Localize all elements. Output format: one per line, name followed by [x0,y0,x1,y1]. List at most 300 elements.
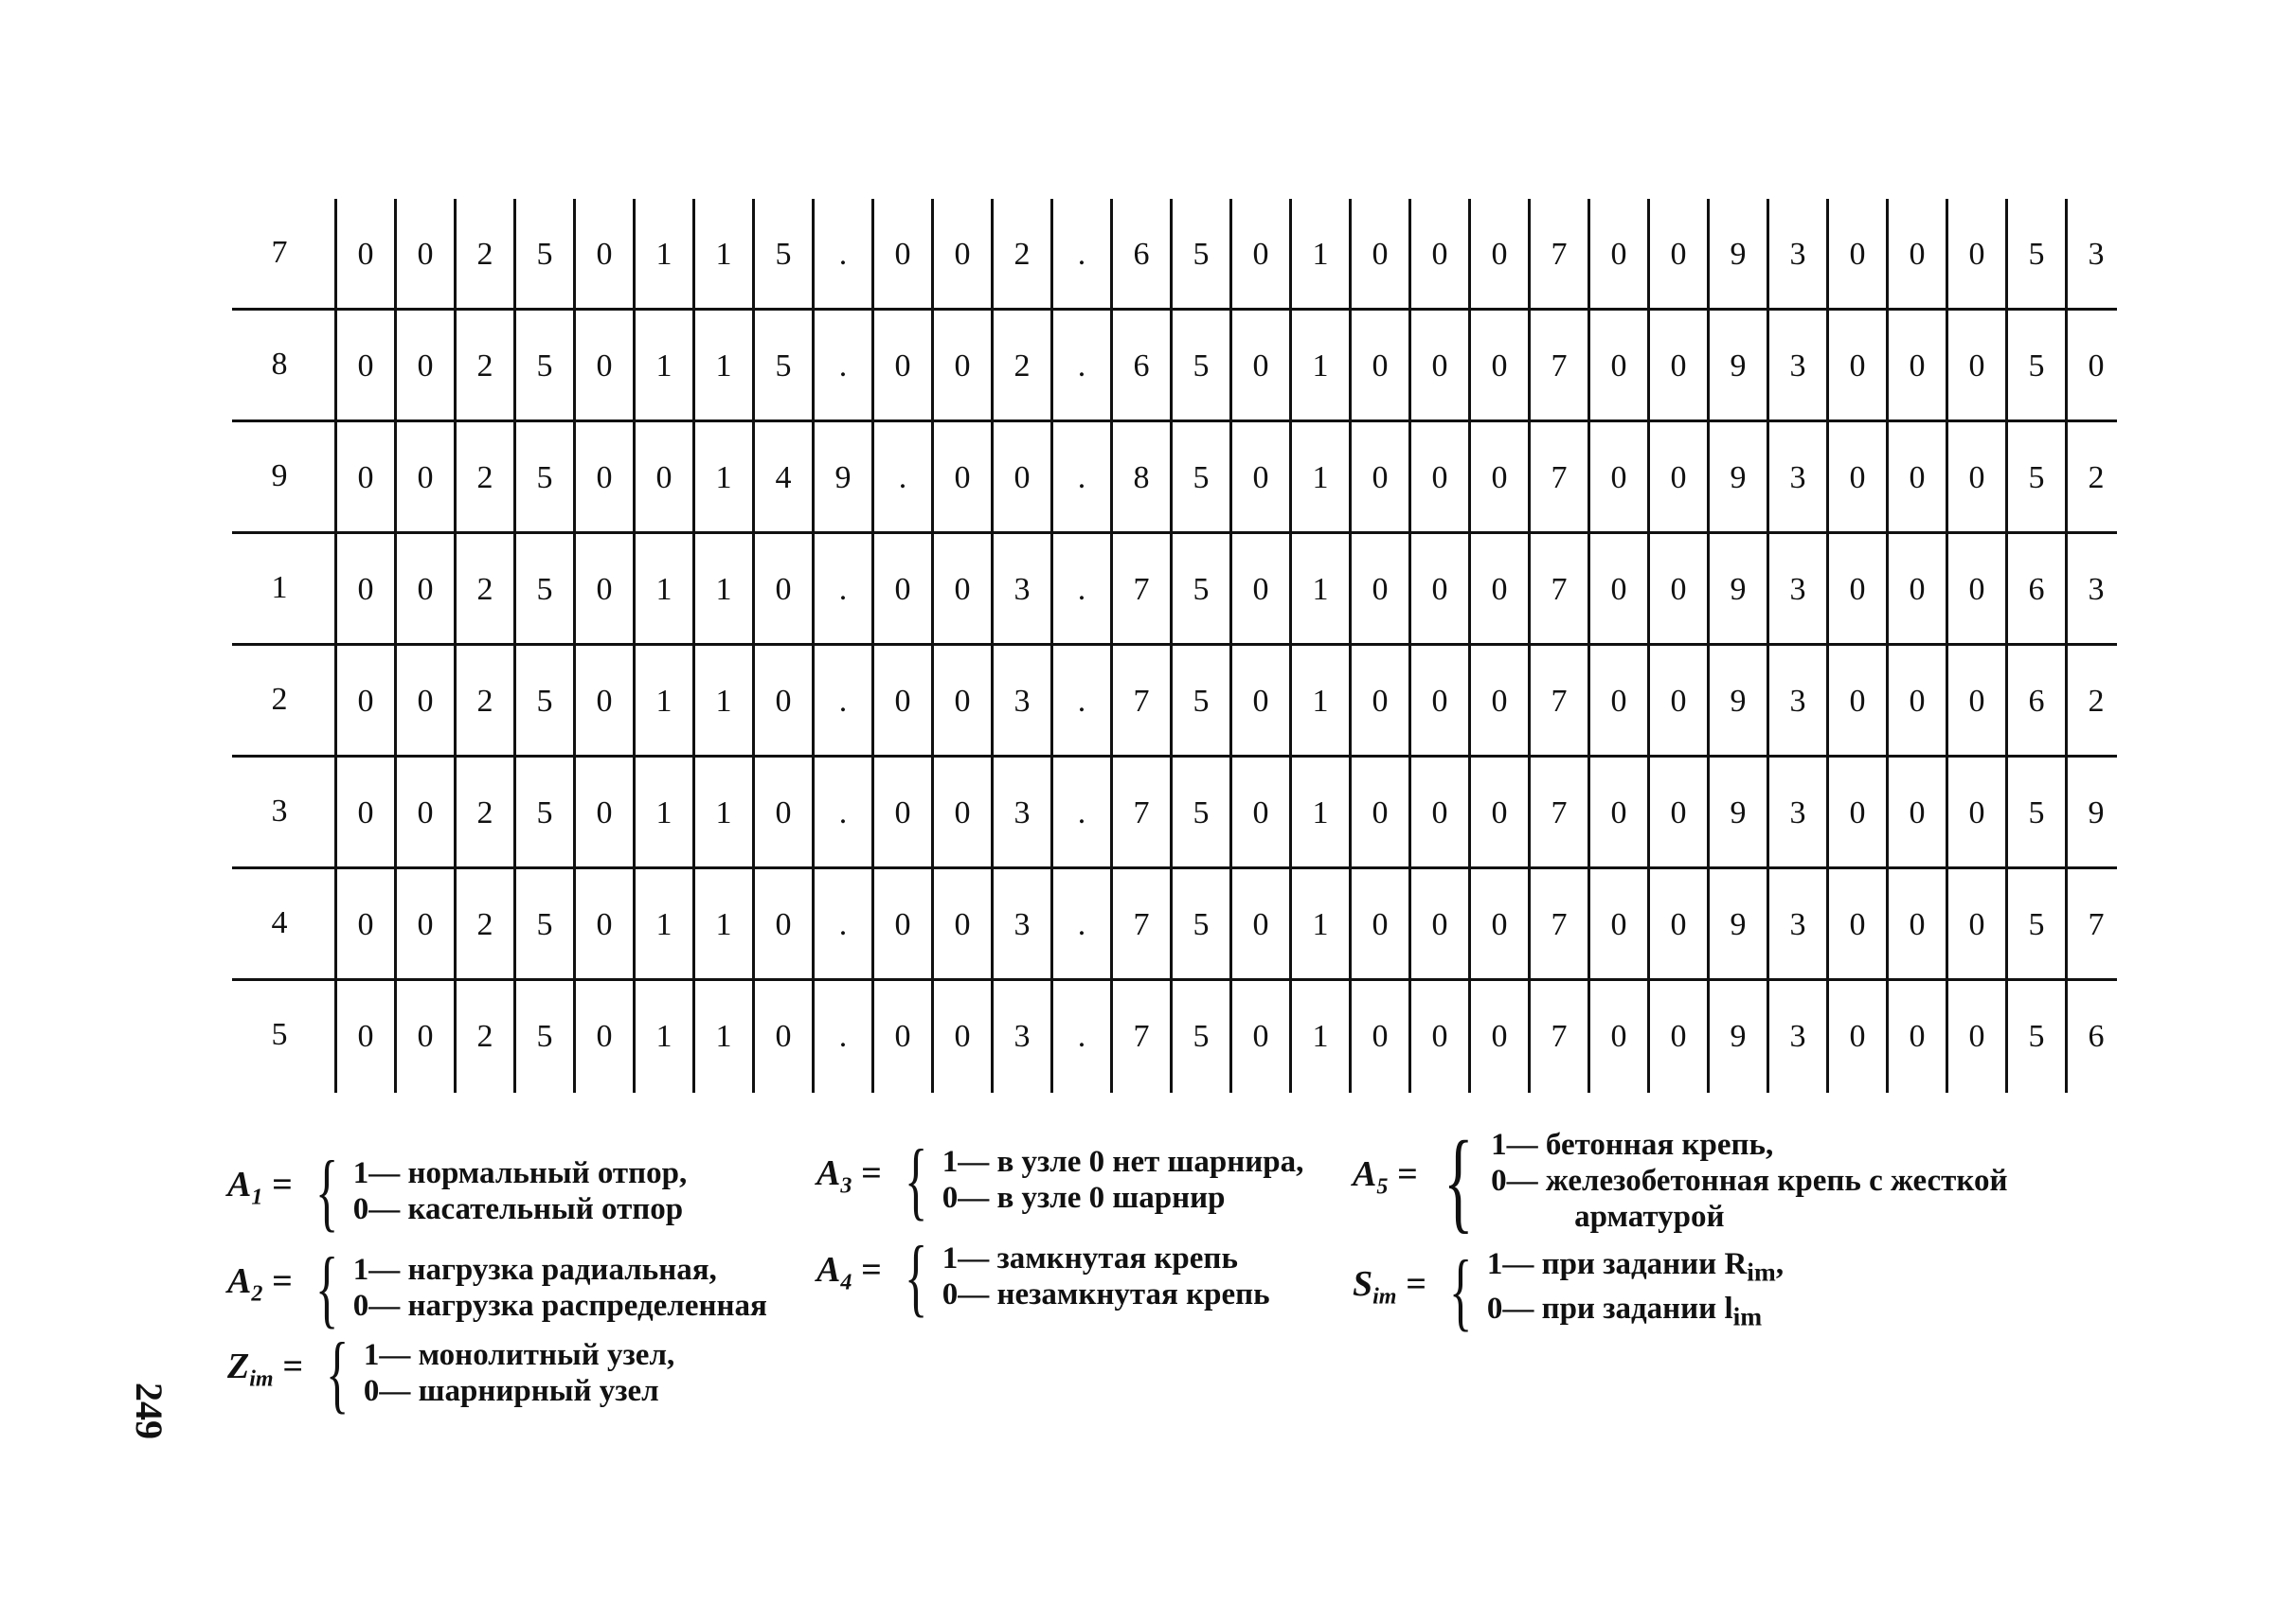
table-cell: 1 [692,311,752,422]
table-cell: 0 [1886,534,1946,646]
table-row [232,869,2117,981]
legend-a5 [1353,1117,2008,1243]
table-cell: 3 [991,646,1050,758]
table-cell: 3 [991,534,1050,646]
table-cell: 1 [1289,646,1349,758]
table-row [232,758,2117,869]
legend-option-0: 0— нагрузка распределенная [352,1289,767,1323]
table-cell: 2 [454,646,513,758]
legend-option-1: 1— замкнутая крепь [942,1241,1238,1276]
table-cell: 1 [633,199,692,311]
table-cell: 0 [1826,646,1886,758]
table-cell: 3 [1767,981,1826,1093]
table-cell: 0 [334,311,394,422]
table-cell: 0 [334,869,394,981]
table-cell: 5 [513,646,573,758]
table-cell: 5 [1170,311,1229,422]
table-cell: 0 [394,758,454,869]
table-cell: 0 [1468,758,1528,869]
row-label: 8 [271,347,288,382]
row-label: 5 [271,1017,288,1052]
table-cell: 0 [1647,422,1707,534]
table-cell: 0 [871,646,931,758]
table-cell: 1 [1289,534,1349,646]
table-cell: 1 [1289,199,1349,311]
legend-a4 [816,1228,1270,1325]
table-cell: 0 [1229,981,1289,1093]
table-cell: 3 [1767,199,1826,311]
legend-sim [1353,1241,1785,1339]
brace-icon: { [314,1240,338,1336]
table-cell: 0 [1886,758,1946,869]
table-cell: 1 [692,758,752,869]
table-cell: 7 [1528,758,1587,869]
table-cell: 2 [454,311,513,422]
table-cell: 0 [1647,199,1707,311]
table-cell: 0 [1587,646,1647,758]
table-cell: 5 [513,199,573,311]
table-cell: 5 [752,311,812,422]
table-cell: 0 [1946,199,2005,311]
table-cell: 0 [931,199,991,311]
table-cell: 5 [513,311,573,422]
table-cell: 0 [1946,422,2005,534]
table-cell: 7 [1528,422,1587,534]
table-cell: 2 [454,869,513,981]
table-cell: 0 [931,981,991,1093]
table-cell: 0 [931,869,991,981]
table-cell: 1 [692,981,752,1093]
table-cell: 0 [991,422,1050,534]
row-cells [334,758,2125,869]
table-cell: 0 [871,869,931,981]
table-cell: 0 [1468,311,1528,422]
table-cell: 0 [871,758,931,869]
table-cell: 0 [1647,869,1707,981]
table-cell: 0 [1647,534,1707,646]
table-cell: 1 [692,869,752,981]
brace-icon: { [1443,1117,1474,1243]
table-cell: 7 [1110,758,1170,869]
table-cell: 0 [1468,869,1528,981]
legend-symbol: $A_1$ = [227,1165,293,1210]
legend-option-1: 1— при задании $R_{im}$, [1486,1247,1785,1287]
table-cell: 0 [1408,981,1468,1093]
table-cell: 7 [1110,869,1170,981]
table-cell: 5 [2005,981,2065,1093]
table-cell: 0 [1408,758,1468,869]
table-cell: . [1050,311,1110,422]
table-cell: 1 [692,422,752,534]
table-cell: 1 [633,311,692,422]
row-label: 9 [271,458,288,493]
table-cell: 0 [394,869,454,981]
table-cell: 0 [1349,758,1408,869]
table-cell: . [812,534,871,646]
table-cell: 5 [752,199,812,311]
table-cell: 0 [1946,981,2005,1093]
table-cell: 0 [752,534,812,646]
table-cell: 3 [1767,311,1826,422]
table-cell: 0 [1408,199,1468,311]
table-cell: 9 [1707,534,1767,646]
table-cell: 0 [1349,646,1408,758]
table-cell: . [812,869,871,981]
table-cell: 2 [991,199,1050,311]
table-cell: 0 [394,981,454,1093]
table-cell: 5 [1170,869,1229,981]
table-cell: 0 [573,981,633,1093]
table-cell: 5 [2005,311,2065,422]
table-cell: 0 [871,199,931,311]
table-cell: 0 [1886,981,1946,1093]
table-cell: 1 [692,534,752,646]
table-cell: 0 [1587,758,1647,869]
table-cell: 1 [633,534,692,646]
table-cell: 0 [1349,422,1408,534]
table-cell: 0 [1826,534,1886,646]
table-cell: 9 [1707,758,1767,869]
table-cell: 0 [633,422,692,534]
table-cell: 0 [1946,869,2005,981]
table-cell: 5 [1170,981,1229,1093]
table-cell: 1 [633,646,692,758]
table-cell: 8 [1110,422,1170,534]
table-row [232,646,2117,758]
brace-icon: { [314,1143,338,1240]
table-cell: 0 [931,422,991,534]
table-cell: 6 [1110,199,1170,311]
legend-option-0: 0— незамкнутая крепь [942,1277,1270,1312]
table-cell: . [1050,534,1110,646]
table-cell: 3 [1767,758,1826,869]
brace-icon: { [325,1325,349,1421]
table-cell: 1 [692,646,752,758]
table-cell: 9 [1707,646,1767,758]
row-label: 7 [271,235,288,270]
row-label: 2 [271,682,288,717]
table-cell: 1 [1289,869,1349,981]
table-cell: 0 [573,199,633,311]
table-cell: 0 [1229,422,1289,534]
brace-icon: { [904,1228,927,1325]
table-cell: . [812,311,871,422]
page-number: 249 [128,1383,170,1439]
table-cell: 0 [871,534,931,646]
table-cell: 0 [1349,869,1408,981]
table-cell: 0 [1886,422,1946,534]
table-cell: 5 [1170,646,1229,758]
table-cell: 5 [1170,422,1229,534]
table-cell: 0 [1587,199,1647,311]
table-cell: 3 [991,869,1050,981]
table-cell: 0 [1647,311,1707,422]
table-cell: 5 [513,981,573,1093]
table-cell: . [1050,869,1110,981]
table-cell: 0 [752,869,812,981]
table-cell: 0 [1408,422,1468,534]
table-cell: 0 [2065,311,2125,422]
table-cell: 5 [2005,758,2065,869]
legend-symbol: $A_5$ = [1353,1154,1418,1200]
table-cell: 0 [573,534,633,646]
table-cell: 0 [871,311,931,422]
table-cell: 0 [394,422,454,534]
legend-option-0: 0— в узле 0 шарнир [942,1181,1226,1215]
table-cell: 0 [1886,199,1946,311]
table-cell: 0 [334,758,394,869]
table-cell: 9 [1707,869,1767,981]
table-cell: 0 [1826,311,1886,422]
table-cell: 5 [513,422,573,534]
legend-a3 [816,1132,1304,1228]
table-cell: 6 [2005,646,2065,758]
table-cell: 7 [1528,199,1587,311]
table-cell: 5 [1170,534,1229,646]
table-cell: 0 [871,981,931,1093]
table-cell: 0 [334,199,394,311]
table-cell: . [1050,646,1110,758]
table-cell: 3 [1767,869,1826,981]
legend-option-0: 0— касательный отпор [352,1192,684,1226]
table-cell: 0 [1229,646,1289,758]
table-cell: . [1050,758,1110,869]
table-cell: . [812,981,871,1093]
row-cells [334,422,2125,534]
table-cell: 0 [1229,311,1289,422]
table-cell: 7 [1528,311,1587,422]
table-cell: 0 [1349,311,1408,422]
table-cell: 0 [334,534,394,646]
table-row [232,311,2117,422]
table-cell: 3 [1767,422,1826,534]
table-cell: 7 [1528,869,1587,981]
table-cell: 5 [513,534,573,646]
table-cell: 0 [1946,311,2005,422]
table-cell: 0 [931,311,991,422]
table-cell: 7 [2065,869,2125,981]
table-cell: 0 [1826,199,1886,311]
table-cell: 0 [573,311,633,422]
table-cell: 0 [1946,758,2005,869]
table-cell: 1 [633,981,692,1093]
table-cell: 1 [692,199,752,311]
table-cell: 2 [991,311,1050,422]
table-cell: 0 [1826,869,1886,981]
table-cell: 0 [1229,869,1289,981]
legend-option-1: 1— нагрузка радиальная, [352,1253,717,1287]
legend-option-0: 0— при задании $l_{im}$ [1486,1291,1763,1331]
table-cell: 0 [1408,311,1468,422]
table-cell: 0 [1468,534,1528,646]
table-cell: 0 [1587,981,1647,1093]
table-cell: 2 [454,199,513,311]
table-cell: 0 [573,758,633,869]
legend-a2 [227,1240,767,1336]
legend-option-1: 1— в узле 0 нет шарнира, [942,1145,1304,1179]
table-cell: . [812,199,871,311]
table-cell: 9 [1707,199,1767,311]
table-cell: 6 [2005,534,2065,646]
row-label: 4 [271,905,288,940]
table-cell: 0 [1408,534,1468,646]
table-cell: 0 [1587,534,1647,646]
table-row [232,981,2117,1093]
table-cell: 2 [454,534,513,646]
table-cell: 0 [752,646,812,758]
table-cell: 0 [1886,869,1946,981]
table-cell: 5 [2005,869,2065,981]
table-cell: 0 [1468,981,1528,1093]
table-cell: 0 [1229,758,1289,869]
table-cell: 0 [1587,311,1647,422]
table-row [232,534,2117,646]
legend-zim [227,1325,675,1421]
table-cell: 2 [2065,646,2125,758]
table-cell: 0 [1647,758,1707,869]
legend-symbol: $A_2$ = [227,1261,293,1307]
table-cell: 0 [334,981,394,1093]
table-cell: 0 [573,422,633,534]
table-row [232,422,2117,534]
table-cell: 3 [2065,199,2125,311]
table-cell: 0 [752,981,812,1093]
legend-option-1: 1— бетонная крепь, [1491,1128,1774,1162]
table-cell: 0 [1587,869,1647,981]
table-cell: 3 [1767,534,1826,646]
table-cell: 2 [2065,422,2125,534]
table-cell: 1 [1289,758,1349,869]
table-cell: 0 [1587,422,1647,534]
legend-symbol: $A_4$ = [816,1250,882,1295]
table-cell: 7 [1528,981,1587,1093]
table-cell: 0 [334,646,394,758]
table-cell: 0 [1826,981,1886,1093]
table-row [232,199,2117,311]
table-cell: 7 [1110,534,1170,646]
table-cell: 5 [513,869,573,981]
row-label: 3 [271,794,288,829]
table-cell: 6 [2065,981,2125,1093]
table-cell: 2 [454,981,513,1093]
table-cell: 9 [2065,758,2125,869]
row-cells [334,981,2125,1093]
legend-option-1: 1— монолитный узел, [363,1338,675,1372]
table-cell: 0 [1468,422,1528,534]
table-cell: 5 [513,758,573,869]
table-cell: 0 [1468,199,1528,311]
table-cell: 0 [1826,758,1886,869]
table-cell: 3 [1767,646,1826,758]
table-cell: 0 [1886,646,1946,758]
table-cell: 3 [2065,534,2125,646]
table-cell: 7 [1110,981,1170,1093]
table-cell: 0 [1946,534,2005,646]
table-cell: 0 [1468,646,1528,758]
row-label: 1 [271,570,288,605]
legend-option-1: 1— нормальный отпор, [352,1156,688,1190]
table-cell: 1 [633,869,692,981]
table-cell: 5 [1170,199,1229,311]
table-cell: 0 [573,869,633,981]
table-cell: 0 [931,534,991,646]
legend-symbol: $Z_{im}$ = [227,1347,303,1392]
table-cell: 0 [1886,311,1946,422]
table-cell: 3 [991,981,1050,1093]
table-cell: 0 [1349,981,1408,1093]
table-cell: 9 [1707,422,1767,534]
table-cell: 0 [394,534,454,646]
table-cell: 0 [931,758,991,869]
table-cell: . [1050,981,1110,1093]
table-cell: 0 [1408,646,1468,758]
table-cell: 0 [394,646,454,758]
brace-icon: { [904,1132,927,1228]
table-cell: 9 [812,422,871,534]
table-cell: 7 [1528,534,1587,646]
table-cell: 0 [1647,646,1707,758]
table-cell: 0 [752,758,812,869]
table-cell: 0 [931,646,991,758]
legend-option-0-continued: арматурой [1574,1200,1725,1234]
table-cell: 0 [573,646,633,758]
table-cell: 0 [1647,981,1707,1093]
table-cell: 0 [1229,534,1289,646]
table-cell: 7 [1110,646,1170,758]
table-cell: 9 [1707,981,1767,1093]
table-cell: 0 [1946,646,2005,758]
table-cell: . [1050,422,1110,534]
table-cell: 0 [1229,199,1289,311]
brace-icon: { [1448,1241,1472,1339]
table-cell: 2 [454,422,513,534]
table-cell: . [1050,199,1110,311]
row-cells [334,311,2125,422]
legend-symbol: $S_{im}$ = [1353,1263,1426,1310]
row-cells [334,534,2125,646]
row-cells [334,199,2125,311]
table-cell: 0 [394,311,454,422]
table-cell: 4 [752,422,812,534]
legend-option-0: 0— шарнирный узел [363,1374,659,1408]
table-cell: 0 [1408,869,1468,981]
table-cell: . [812,758,871,869]
table-cell: 2 [454,758,513,869]
table-cell: . [812,646,871,758]
table-cell: 5 [2005,422,2065,534]
legend-symbol: $A_3$ = [816,1153,882,1199]
row-cells [334,646,2125,758]
table-cell: 6 [1110,311,1170,422]
table-cell: 0 [394,199,454,311]
table-cell: 5 [1170,758,1229,869]
legend-option-0: 0— железобетонная крепь с жесткой [1491,1164,2008,1198]
table-cell: 7 [1528,646,1587,758]
table-cell: 0 [334,422,394,534]
table-cell: 3 [991,758,1050,869]
table-cell: 9 [1707,311,1767,422]
row-cells [334,869,2125,981]
table-cell: . [871,422,931,534]
table-cell: 1 [1289,422,1349,534]
table-cell: 0 [1826,422,1886,534]
table-cell: 0 [1349,534,1408,646]
table-cell: 5 [2005,199,2065,311]
table-cell: 1 [633,758,692,869]
table-cell: 1 [1289,311,1349,422]
table-cell: 1 [1289,981,1349,1093]
legend-a1 [227,1143,688,1240]
